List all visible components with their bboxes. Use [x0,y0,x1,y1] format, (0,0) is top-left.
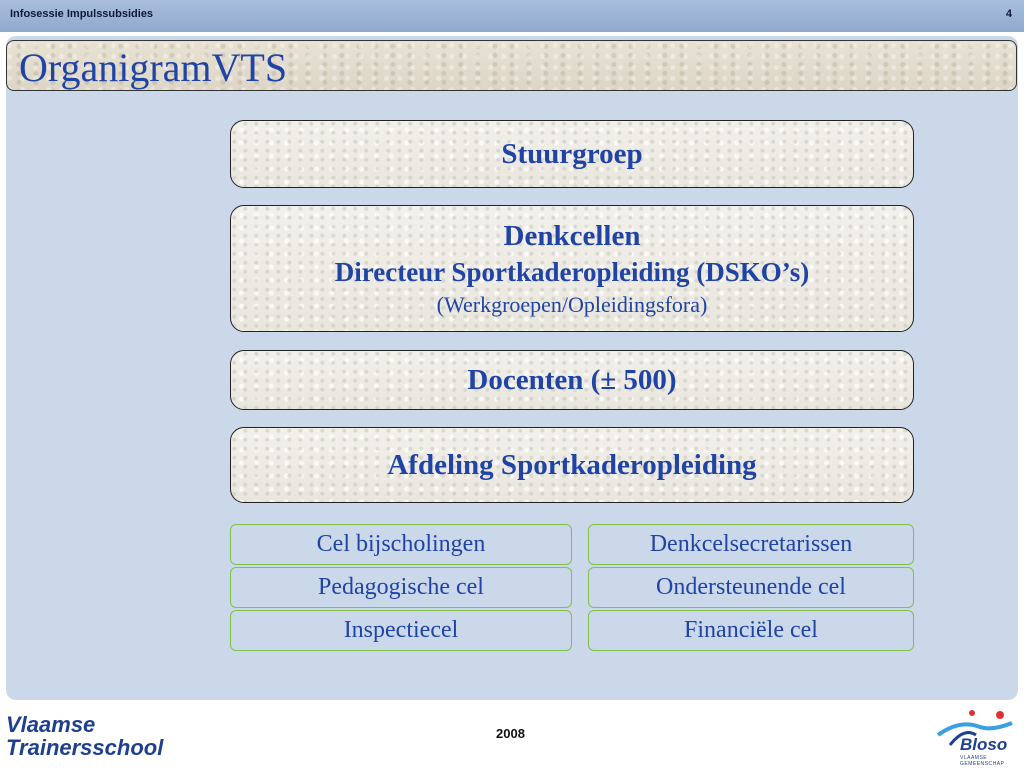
box-docenten [230,350,914,410]
slide-title: OrganigramVTS [19,45,288,90]
logo-line-1: Vlaamse [6,712,96,737]
box-afdeling-label: Afdeling Sportkaderopleiding [387,449,757,481]
cell-financiele: Financiële cel [588,610,914,651]
cell-ondersteunende: Ondersteunende cel [588,567,914,608]
box-denkcellen-note: (Werkgroepen/Opleidingsfora) [436,292,708,317]
box-stuurgroep [230,120,914,188]
header-title: Infosessie Impulssubsidies [10,8,154,20]
box-denkcellen [230,205,914,332]
bloso-logo [930,705,1020,765]
box-stuurgroep-label: Stuurgroep [501,138,643,170]
cell-inspectie: Inspectiecel [230,610,572,651]
cell-denkcelsecretarissen: Denkcelsecretarissen [588,524,914,565]
cell-pedagogische: Pedagogische cel [230,567,572,608]
box-afdeling [230,427,914,503]
box-denkcellen-subtitle: Directeur Sportkaderopleiding (DSKO’s) [334,257,810,287]
bloso-word: Bloso [960,735,1008,754]
vlaamse-trainersschool-logo [6,714,163,760]
logo-line-2: Trainersschool [6,735,164,760]
title-box [6,40,1017,91]
page-number: 4 [1005,8,1012,20]
box-docenten-label: Docenten (± 500) [467,364,677,396]
cell-bijscholingen: Cel bijscholingen [230,524,572,565]
box-denkcellen-title: Denkcellen [503,220,641,252]
header-bar [0,0,1024,32]
bloso-sub: VLAAMSE GEMEENSCHAP [960,755,1005,767]
footer-year: 2008 [496,726,525,741]
